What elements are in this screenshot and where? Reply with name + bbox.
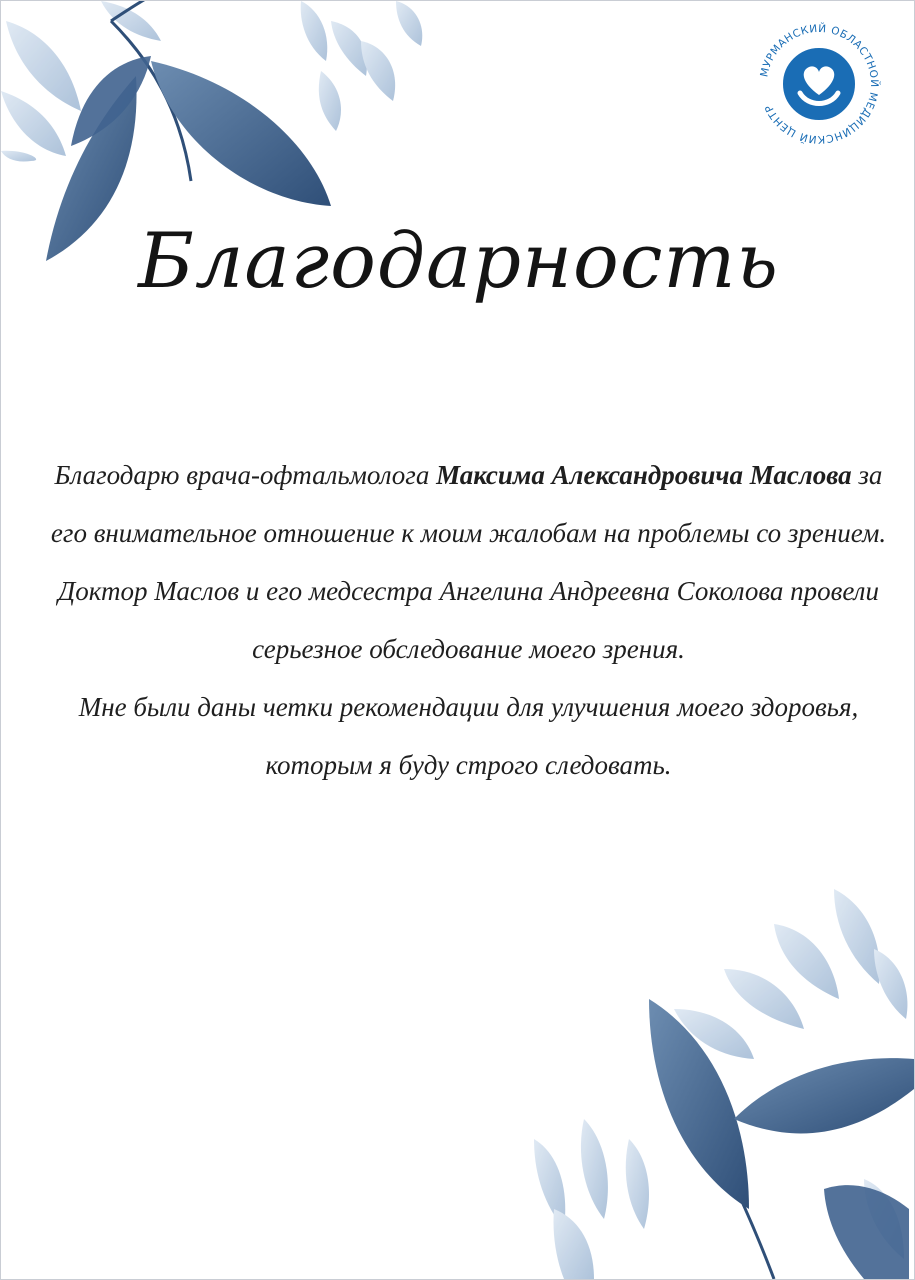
body-line-3: Мне были даны четки рекомендации для улучшения моего здоровья, которым я буду строго следовать. [78, 692, 859, 780]
gratitude-text [41, 446, 896, 794]
page-title: Благодарность [138, 216, 779, 305]
medical-center-logo [754, 19, 884, 149]
body-line-2: Доктор Маслов и его медсестра Ангелина Андреевна Соколова провели серьезное обследование моего зрения. [58, 576, 879, 664]
leaf-decoration-bottom [534, 889, 914, 1279]
body-line-1: за его внимательное отношение к моим жалобам на проблемы со зрением. [50, 460, 887, 548]
logo-ring-text: МУРМАНСКИЙ ОБЛАСТНОЙ МЕДИЦИНСКИЙ ЦЕНТР [758, 22, 881, 146]
intro-text: Благодарю врача-офтальмолога [54, 460, 430, 490]
doctor-name: Максима Александровича Маслова [436, 460, 852, 490]
